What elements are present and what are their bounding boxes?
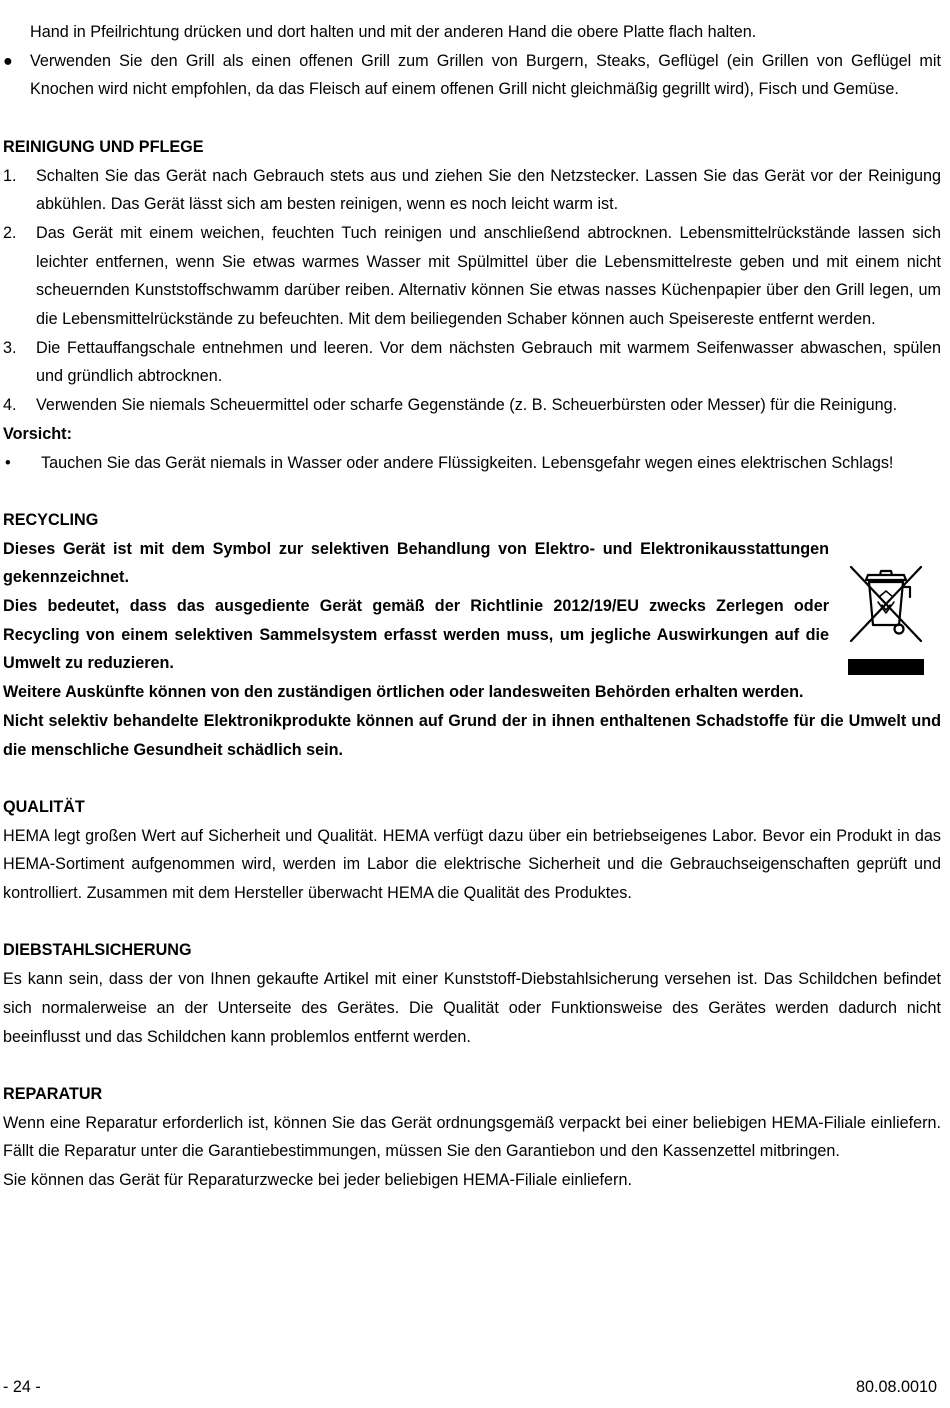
section-title-recycling: RECYCLING [3,510,99,529]
list-item [3,219,941,334]
recycling-block [3,535,941,765]
repair-paragraph: Sie können das Gerät für Reparaturzwecke bei jeder beliebigen HEMA-Filiale einliefern. [3,1171,632,1190]
recycling-paragraph: Nicht selektiv behandelte Elektronikprodukte können auf Grund der in ihnen enthaltenen Schadstoffe für die Umwelt und die menschliche Gesundheit schädlich sein. [3,711,941,759]
document-page [3,18,941,1195]
continued-line: Hand in Pfeilrichtung drücken und dort halten und mit der anderen Hand die obere Platte flach halten. [30,23,757,41]
section-title-quality: QUALITÄT [3,797,85,816]
recycling-paragraph: Dies bedeutet, dass das ausgediente Gerät gemäß der Richtlinie 2012/19/EU zwecks Zerlegen oder Recycling von einem selektiven Sammelsystem erfasst werden muss, um jegliche Auswirkungen auf die Umwelt zu reduzieren. [3,597,829,673]
bullet-text: Verwenden Sie den Grill als einen offenen Grill zum Grillen von Burgern, Steaks, Geflügel (ein Grillen von Geflügel mit Knochen wird nicht empfohlen, da das Fleisch auf einem offenen Grill nicht gleichmäßig gegrillt wird), Fisch und Gemüse. [30,51,941,99]
list-number: 1. [3,166,17,185]
list-item [3,449,941,478]
repair-paragraph: Wenn eine Reparatur erforderlich ist, können Sie das Gerät ordnungsgemäß verpackt bei einer beliebigen HEMA-Filiale einliefern. Fällt die Reparatur unter die Garantiebestimmungen, müssen Sie den Garantiebon und den Kassenzettel mitbringen. [3,1113,941,1161]
list-item [3,47,941,104]
list-number: 4. [3,396,17,415]
list-item [3,391,941,420]
section-title-cleaning: REINIGUNG UND PFLEGE [3,137,204,156]
list-item [3,162,941,219]
bullet-icon: • [5,453,11,472]
caution-label: Vorsicht: [3,424,72,443]
page-number: - 24 - [3,1378,41,1396]
list-item [3,334,941,391]
document-code: 80.08.0010 [855,1378,937,1396]
section-title-theft: DIEBSTAHLSICHERUNG [3,941,192,960]
list-number: 2. [3,223,17,242]
recycling-paragraph: Weitere Auskünfte können von den zuständigen örtlichen oder landesweiten Behörden erhalten werden. [3,683,804,702]
caution-text: Tauchen Sie das Gerät niemals in Wasser oder andere Flüssigkeiten. Lebensgefahr wegen eines elektrischen Schlags! [41,453,894,472]
list-text: Verwenden Sie niemals Scheuermittel oder scharfe Gegenstände (z. B. Scheuerbürsten oder Messer) für die Reinigung. [36,396,898,415]
list-text: Die Fettauffangschale entnehmen und leeren. Vor dem nächsten Gebrauch mit warmem Seifenwasser abwaschen, spülen und gründlich abtrocknen. [36,338,941,386]
list-text: Schalten Sie das Gerät nach Gebrauch stets aus und ziehen Sie den Netzstecker. Lassen Sie das Gerät vor der Reinigung abkühlen. Das Gerät lässt sich am besten reinigen, wenn es noch leicht warm ist. [36,166,941,214]
quality-paragraph: HEMA legt großen Wert auf Sicherheit und Qualität. HEMA verfügt dazu über ein betriebseigenes Labor. Bevor ein Produkt in das HEMA-Sortiment aufgenommen wird, werden im Labor die elektrische Sicherheit und die Gebrauchseigenschaften geprüft und kontrolliert. Zusammen mit dem Hersteller überwacht HEMA die Qualität des Produktes. [3,826,941,903]
list-text: Das Gerät mit einem weichen, feuchten Tuch reinigen und anschließend abtrocknen. Lebensmittelrückstände lassen sich leichter entfernen, wenn Sie etwas warmes Wasser mit Spülmittel über die Lebensmittelreste geben und mit einem nicht scheuernden Kunststoffschwamm darüber reiben. Alternativ können Sie etwas nasses Küchenpapier über den Grill legen, um die Lebensmittelrückstände zu befeuchten. Mit dem beiliegenden Schaber können auch Speisereste entfernt werden. [36,223,941,329]
recycling-paragraph: Dieses Gerät ist mit dem Symbol zur selektiven Behandlung von Elektro- und Elektronikausstattungen gekennzeichnet. [3,539,829,587]
theft-paragraph: Es kann sein, dass der von Ihnen gekaufte Artikel mit einer Kunststoff-Diebstahlsicherung versehen ist. Das Schildchen befindet sich normalerweise an der Unterseite des Gerätes. Die Qualität oder Funktionsweise des Gerätes werden dadurch nicht beeinflusst und das Schildchen kann problemlos entfernt werden. [3,970,941,1046]
section-title-repair: REPARATUR [3,1084,103,1103]
bullet-icon: ● [3,51,13,70]
crossed-out-wheelie-bin-icon [848,563,924,681]
list-number: 3. [3,338,17,357]
